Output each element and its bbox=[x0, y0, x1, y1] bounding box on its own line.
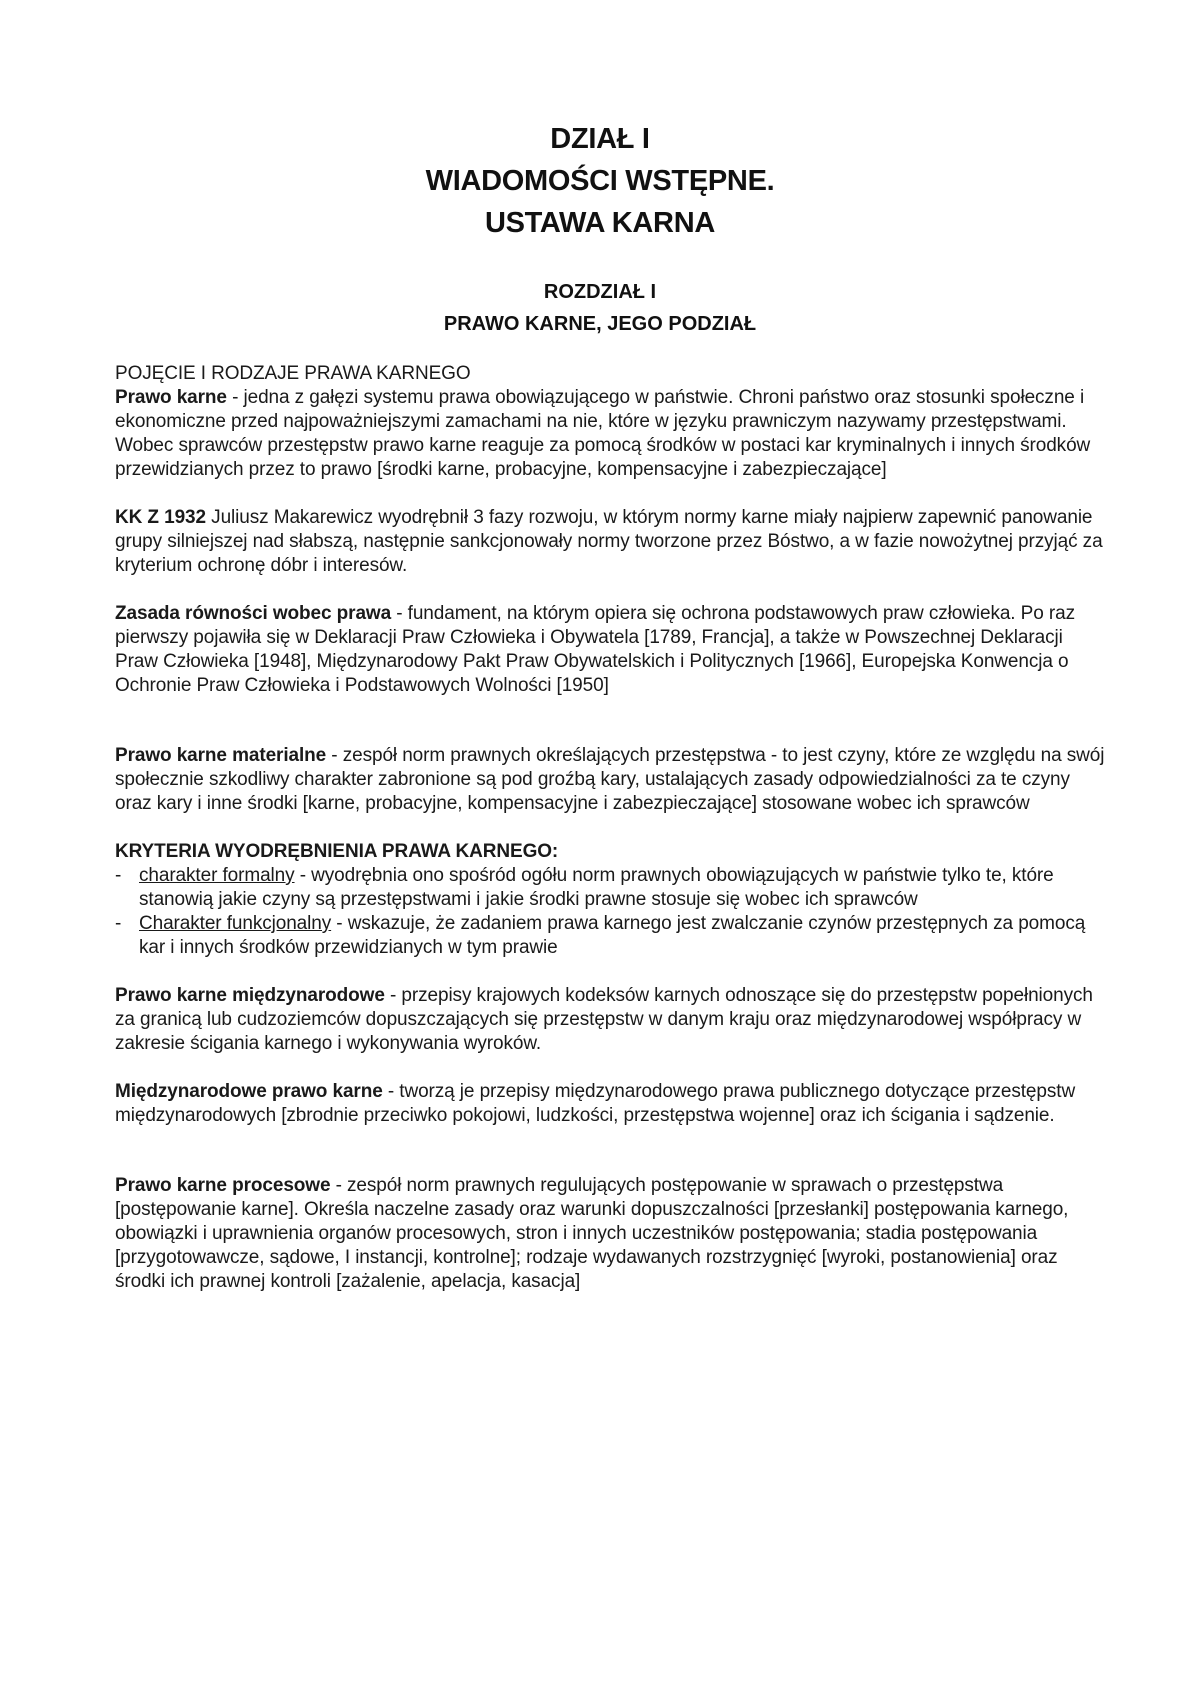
term-prawo-karne-materialne: Prawo karne materialne bbox=[115, 745, 327, 766]
paragraph-wobec-sprawcow: Wobec sprawców przestępstw prawo karne reaguje za pomocą środków w postaci kar kryminalnych i innych środków przewidzianych przez to prawo [środki karne, probacyjne, kompensacyjne i zabezpieczające] bbox=[115, 435, 1091, 480]
part-heading-line-1: DZIAŁ I bbox=[550, 123, 650, 155]
part-heading bbox=[0, 118, 1200, 244]
definition-prawo-karne-miedzynarodowe: - przepisy krajowych kodeksów karnych odnoszące się do przestępstw popełnionych za granicą lub cudzoziemców dopuszczających się przestępstw w danym kraju oraz międzynarodowej współpracy w zakresie ścigania karnego i wykonywania wyroków. bbox=[115, 985, 1093, 1054]
paragraph-kk-1932 bbox=[115, 506, 1105, 578]
definition-prawo-karne-materialne: - zespół norm prawnych określających przestępstwa - to jest czyny, które ze względu na swój społecznie szkodliwy charakter zabronione są pod groźbą kary, ustalających zasady odpowiedzialności za te czyny oraz kary i inne środki [karne, probacyjne, kompensacyjne i zabezpieczające] stosowane wobec ich sprawców bbox=[115, 745, 1105, 814]
term-zasada-rownosci: Zasada równości wobec prawa bbox=[115, 603, 392, 624]
term-miedzynarodowe-prawo-karne: Międzynarodowe prawo karne bbox=[115, 1081, 383, 1102]
paragraph-prawo-karne-procesowe bbox=[115, 1174, 1105, 1294]
paragraph-zasada-rownosci bbox=[115, 602, 1105, 698]
chapter-heading-line-2: PRAWO KARNE, JEGO PODZIAŁ bbox=[443, 313, 757, 335]
term-prawo-karne: Prawo karne bbox=[115, 387, 227, 408]
term-prawo-karne-procesowe: Prawo karne procesowe bbox=[115, 1175, 331, 1196]
definition-zasada-rownosci: - fundament, na którym opiera się ochrona podstawowych praw człowieka. Po raz pierwszy pojawiła się w Deklaracji Praw Człowieka i Obywatela [1789, Francja], a także w Powszechnej Deklaracji Praw Człowieka [1948], Międzynarodowy Pakt Praw Obywatelskich i Politycznych [1966], Europejska Konwencja o Ochronie Praw Człowieka i Podstawowych Wolności [1950] bbox=[115, 603, 1075, 696]
paragraph-prawo-karne-materialne bbox=[115, 744, 1105, 816]
criterion-term: charakter formalny bbox=[139, 865, 295, 886]
paragraph-prawo-karne bbox=[115, 386, 1105, 434]
criterion-text: - wyodrębnia ono spośród ogółu norm prawnych obowiązujących w państwie tylko te, które stanowią jakie czyny są przestępstwami i jakie środki prawne stosuje się wobec ich sprawców bbox=[139, 865, 1054, 910]
term-kk-1932: KK Z 1932 bbox=[115, 507, 206, 528]
criteria-heading bbox=[115, 840, 1105, 864]
criterion-term: Charakter funkcjonalny bbox=[139, 913, 332, 934]
document-body bbox=[115, 362, 1105, 1294]
part-heading-line-3: USTAWA KARNA bbox=[484, 207, 715, 239]
paragraph-prawo-karne-miedzynarodowe bbox=[115, 984, 1105, 1056]
list-dash: - bbox=[115, 865, 122, 886]
definition-kk-1932: Juliusz Makarewicz wyodrębnił 3 fazy rozwoju, w którym normy karne miały najpierw zapewnić panowanie grupy silniejszej nad słabszą, następnie sankcjonowały normy tworzone przez Bóstwo, a w fazie nowożytnej przyjąć za kryterium ochronę dóbr i interesów. bbox=[115, 507, 1103, 576]
list-dash: - bbox=[115, 913, 122, 934]
definition-prawo-karne: - jedna z gałęzi systemu prawa obowiązującego w państwie. Chroni państwo oraz stosunki społeczne i ekonomiczne przed najpoważniejszymi zamachami na nie, które w języku prawniczym nazywamy przestępstwami. bbox=[115, 387, 1085, 432]
criterion-text: - wskazuje, że zadaniem prawa karnego jest zwalczanie czynów przestępnych za pomocą kar i innych środków przewidzianych w tym prawie bbox=[139, 913, 1086, 958]
chapter-heading-line-1: ROZDZIAŁ I bbox=[543, 281, 657, 303]
list-item bbox=[115, 864, 1105, 912]
criteria-heading-text: KRYTERIA WYODRĘBNIENIA PRAWA KARNEGO: bbox=[115, 841, 559, 862]
definition-prawo-karne-procesowe: - zespół norm prawnych regulujących postępowanie w sprawach o przestępstwa [postępowanie karne]. Określa naczelne zasady oraz warunki dopuszczalności [przesłanki] postępowania karnego, obowiązki i uprawnienia organów procesowych, stron i innych uczestników postępowania; stadia postępowania [przygotowawcze, sądowe, I instancji, kontrolne]; rodzaje wydawanych rozstrzygnięć [wyroki, postanowienia] oraz środki ich prawnej kontroli [zażalenie, apelacja, kasacja] bbox=[115, 1175, 1069, 1292]
chapter-heading bbox=[0, 276, 1200, 340]
paragraph-miedzynarodowe-prawo-karne bbox=[115, 1080, 1105, 1128]
part-heading-line-2: WIADOMOŚCI WSTĘPNE. bbox=[425, 165, 775, 197]
term-prawo-karne-miedzynarodowe: Prawo karne międzynarodowe bbox=[115, 985, 385, 1006]
definition-miedzynarodowe-prawo-karne: - tworzą je przepisy międzynarodowego prawa publicznego dotyczące przestępstw międzynarodowych [zbrodnie przeciwko pokojowi, ludzkości, przestępstwa wojenne] oraz ich ścigania i sądzenie. bbox=[115, 1081, 1076, 1126]
criteria-list bbox=[115, 864, 1105, 960]
section-title: POJĘCIE I RODZAJE PRAWA KARNEGO bbox=[115, 363, 471, 384]
list-item bbox=[115, 912, 1105, 960]
